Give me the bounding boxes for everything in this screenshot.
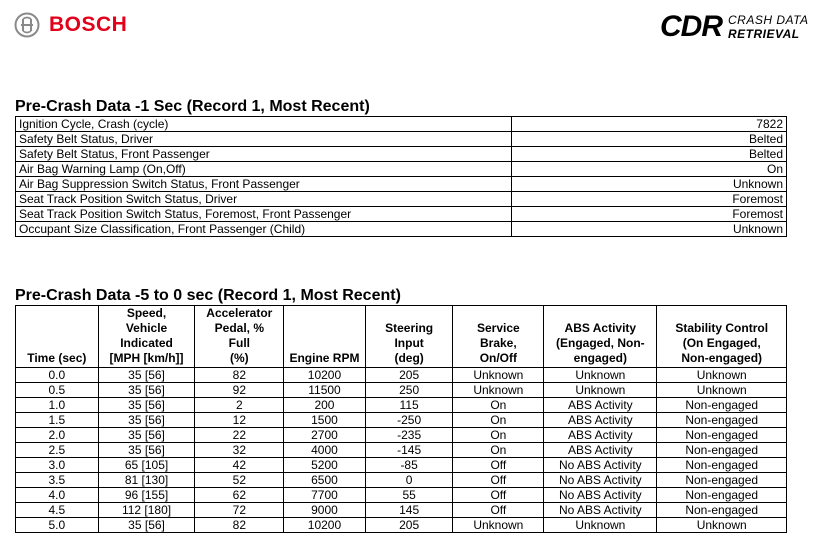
table-cell: 7700: [284, 488, 366, 503]
table-row: [16, 488, 787, 503]
table-cell: 35 [56]: [98, 383, 195, 398]
column-header-line: Stability Control: [675, 321, 769, 335]
table-cell: Non-engaged: [657, 398, 787, 413]
table-cell: 2700: [284, 428, 366, 443]
table-cell: 1.5: [16, 413, 99, 428]
row-label: Safety Belt Status, Driver: [16, 132, 512, 147]
table-cell: 82: [195, 518, 284, 533]
row-label: Seat Track Position Switch Status, Driver: [16, 192, 512, 207]
column-header-line: Vehicle: [125, 321, 168, 335]
column-header: [365, 306, 453, 368]
table-row: [16, 428, 787, 443]
row-value: Foremost: [512, 207, 787, 222]
table-cell: Non-engaged: [657, 443, 787, 458]
column-header-line: (%): [229, 351, 249, 365]
row-label: Ignition Cycle, Crash (cycle): [16, 117, 512, 132]
table-cell: Non-engaged: [657, 458, 787, 473]
column-header: [98, 306, 195, 368]
table-row: [16, 443, 787, 458]
table-cell: 81 [130]: [98, 473, 195, 488]
table-cell: Unknown: [544, 368, 657, 383]
table-cell: 72: [195, 503, 284, 518]
table-cell: 2.5: [16, 443, 99, 458]
table-cell: 10200: [284, 518, 366, 533]
bosch-logo-text: BOSCH: [49, 13, 128, 36]
cdr-logo-line1: CRASH DATA: [728, 13, 809, 27]
table-cell: ABS Activity: [544, 428, 657, 443]
table-cell: 0: [365, 473, 453, 488]
precrash-table: [15, 305, 787, 533]
table-cell: 2: [195, 398, 284, 413]
table-cell: 52: [195, 473, 284, 488]
table-cell: 250: [365, 383, 453, 398]
column-header-line: ABS Activity: [564, 321, 637, 335]
column-header-line: Full: [228, 336, 250, 350]
column-header-line: Engine RPM: [289, 351, 360, 365]
table-cell: 9000: [284, 503, 366, 518]
table-cell: On: [453, 443, 544, 458]
column-header-line: Brake,: [480, 336, 517, 350]
table-cell: No ABS Activity: [544, 488, 657, 503]
table-cell: 145: [365, 503, 453, 518]
table-cell: 1500: [284, 413, 366, 428]
row-value: On: [512, 162, 787, 177]
table-cell: 3.5: [16, 473, 99, 488]
table-cell: 6500: [284, 473, 366, 488]
cdr-logo-line2: RETRIEVAL: [728, 27, 800, 41]
row-value: Foremost: [512, 192, 787, 207]
row-label: Air Bag Warning Lamp (On,Off): [16, 162, 512, 177]
table-cell: 205: [365, 368, 453, 383]
bosch-armature-icon: [14, 12, 40, 38]
table-cell: Unknown: [544, 383, 657, 398]
table-cell: 205: [365, 518, 453, 533]
column-header-line: Accelerator: [206, 306, 273, 320]
table-cell: 3.0: [16, 458, 99, 473]
column-header: [657, 306, 787, 368]
table-cell: 112 [180]: [98, 503, 195, 518]
column-header-line: Non-engaged): [681, 351, 763, 365]
column-header-line: Steering: [385, 321, 434, 335]
table-row: [16, 368, 787, 383]
row-value: 7822: [512, 117, 787, 132]
column-header-line: Indicated: [120, 336, 173, 350]
table-cell: 35 [56]: [98, 518, 195, 533]
table-cell: 92: [195, 383, 284, 398]
column-header-line: Pedal, %: [214, 321, 264, 335]
table-cell: Off: [453, 488, 544, 503]
table-row: [16, 458, 787, 473]
table-cell: 42: [195, 458, 284, 473]
bosch-logo: [14, 12, 127, 38]
table-row: [16, 398, 787, 413]
column-header: [195, 306, 284, 368]
table-cell: 200: [284, 398, 366, 413]
table-cell: 4000: [284, 443, 366, 458]
table-row: [16, 518, 787, 533]
table-cell: 0.0: [16, 368, 99, 383]
table-cell: Unknown: [453, 383, 544, 398]
table-cell: Non-engaged: [657, 488, 787, 503]
table-cell: Non-engaged: [657, 428, 787, 443]
table-cell: ABS Activity: [544, 398, 657, 413]
column-header: [453, 306, 544, 368]
table-cell: 35 [56]: [98, 443, 195, 458]
section-title-record: Pre-Crash Data -1 Sec (Record 1, Most Recent): [15, 98, 370, 115]
table-row: [16, 473, 787, 488]
row-value: Belted: [512, 132, 787, 147]
table-row: [16, 177, 787, 192]
table-cell: ABS Activity: [544, 443, 657, 458]
table-row: [16, 132, 787, 147]
column-header: [16, 306, 99, 368]
table-cell: 82: [195, 368, 284, 383]
table-cell: -235: [365, 428, 453, 443]
table-cell: 35 [56]: [98, 428, 195, 443]
table-cell: Non-engaged: [657, 473, 787, 488]
table-cell: 12: [195, 413, 284, 428]
column-header-line: (deg): [394, 351, 424, 365]
table-cell: Non-engaged: [657, 503, 787, 518]
column-header-line: On/Off: [479, 351, 518, 365]
table-cell: No ABS Activity: [544, 503, 657, 518]
table-cell: Unknown: [657, 518, 787, 533]
table-cell: 62: [195, 488, 284, 503]
table-cell: On: [453, 428, 544, 443]
row-label: Air Bag Suppression Switch Status, Front Passenger: [16, 177, 512, 192]
row-label: Seat Track Position Switch Status, Foremost, Front Passenger: [16, 207, 512, 222]
section-title-precrash: Pre-Crash Data -5 to 0 sec (Record 1, Most Recent): [15, 287, 401, 304]
table-cell: Non-engaged: [657, 413, 787, 428]
column-header-line: Speed,: [126, 306, 167, 320]
table-cell: No ABS Activity: [544, 473, 657, 488]
column-header-line: (Engaged, Non-: [555, 336, 645, 350]
table-cell: Unknown: [657, 383, 787, 398]
table-cell: ABS Activity: [544, 413, 657, 428]
table-cell: -250: [365, 413, 453, 428]
table-cell: On: [453, 413, 544, 428]
table-cell: Off: [453, 473, 544, 488]
table-cell: 4.0: [16, 488, 99, 503]
table-cell: 10200: [284, 368, 366, 383]
table-cell: No ABS Activity: [544, 458, 657, 473]
row-label: Safety Belt Status, Front Passenger: [16, 147, 512, 162]
column-header-line: [MPH [km/h]]: [109, 351, 184, 365]
table-cell: -85: [365, 458, 453, 473]
table-cell: Unknown: [657, 368, 787, 383]
row-label: Occupant Size Classification, Front Passenger (Child): [16, 222, 512, 237]
table-cell: 35 [56]: [98, 398, 195, 413]
table-cell: 35 [56]: [98, 413, 195, 428]
table-cell: Unknown: [544, 518, 657, 533]
column-header-line: Service: [477, 321, 520, 335]
table-row: [16, 222, 787, 237]
table-row: [16, 383, 787, 398]
table-cell: 5.0: [16, 518, 99, 533]
column-header: [284, 306, 366, 368]
table-row: [16, 413, 787, 428]
row-value: Belted: [512, 147, 787, 162]
table-cell: 4.5: [16, 503, 99, 518]
cdr-logo: [660, 10, 809, 44]
table-cell: 1.0: [16, 398, 99, 413]
table-cell: Off: [453, 503, 544, 518]
table-cell: 32: [195, 443, 284, 458]
table-row: [16, 207, 787, 222]
column-header-line: (On Engaged,: [682, 336, 761, 350]
table-cell: 96 [155]: [98, 488, 195, 503]
column-header: [544, 306, 657, 368]
table-cell: 0.5: [16, 383, 99, 398]
table-header-row: [16, 306, 787, 368]
column-header-line: Time (sec): [27, 351, 87, 365]
table-cell: 115: [365, 398, 453, 413]
table-row: [16, 147, 787, 162]
table-row: [16, 162, 787, 177]
table-cell: 35 [56]: [98, 368, 195, 383]
row-value: Unknown: [512, 177, 787, 192]
table-cell: Unknown: [453, 368, 544, 383]
table-cell: Unknown: [453, 518, 544, 533]
row-value: Unknown: [512, 222, 787, 237]
table-row: [16, 192, 787, 207]
table-cell: On: [453, 398, 544, 413]
table-cell: 11500: [284, 383, 366, 398]
record-table: [15, 116, 787, 237]
table-cell: 5200: [284, 458, 366, 473]
table-row: [16, 117, 787, 132]
column-header-line: Input: [394, 336, 424, 350]
table-cell: 55: [365, 488, 453, 503]
table-row: [16, 503, 787, 518]
table-cell: 22: [195, 428, 284, 443]
table-cell: 65 [105]: [98, 458, 195, 473]
cdr-logo-text: CDR: [660, 10, 722, 43]
table-cell: -145: [365, 443, 453, 458]
table-cell: Off: [453, 458, 544, 473]
table-cell: 2.0: [16, 428, 99, 443]
column-header-line: engaged): [573, 351, 627, 365]
